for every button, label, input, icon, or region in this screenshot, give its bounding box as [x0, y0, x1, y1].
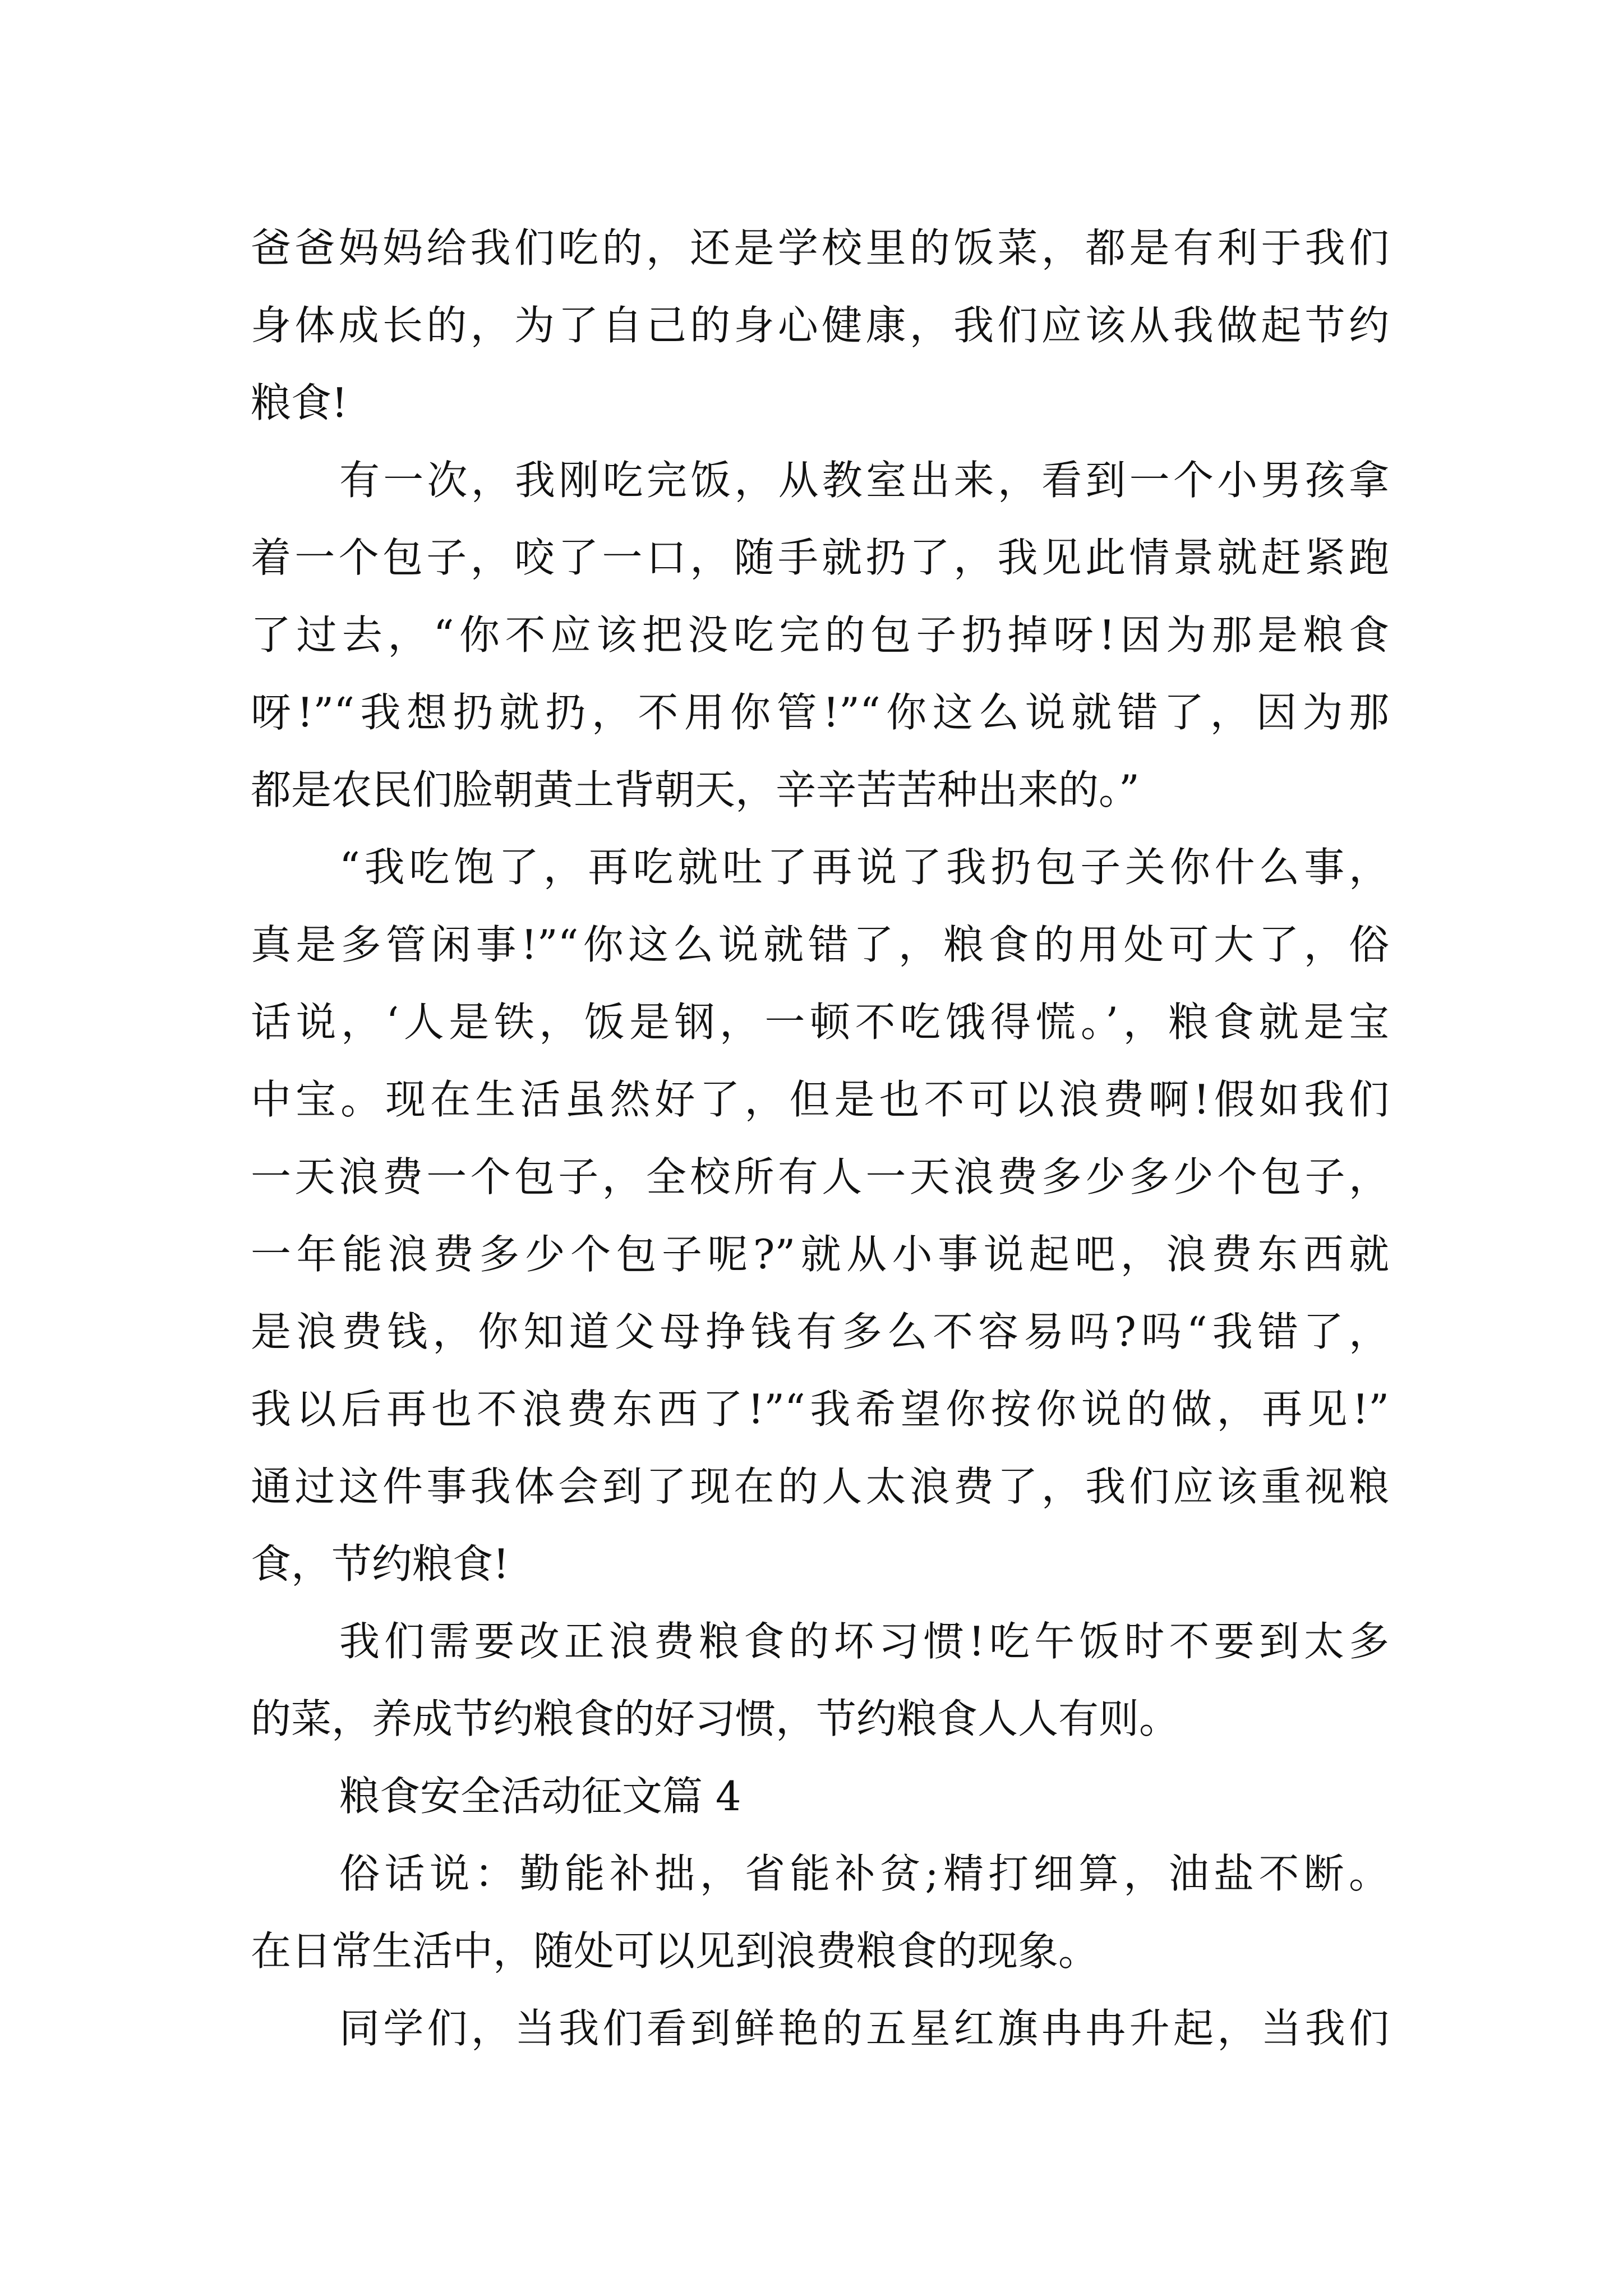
text-line: 爸爸妈妈给我们吃的，还是学校里的饭菜，都是有利于我们 [251, 224, 1389, 272]
text-line: 话说，‘人是铁，饭是钢，一顿不吃饿得慌。’，粮食就是宝 [251, 999, 1389, 1046]
text-line: 了过去，“你不应该把没吃完的包子扔掉呀!因为那是粮食 [251, 611, 1389, 659]
text-line: 是浪费钱，你知道父母挣钱有多么不容易吗?吗“我错了， [251, 1308, 1389, 1355]
paragraph-start-line: 俗话说：勤能补拙，省能补贫;精打细算，油盐不断。 [339, 1850, 1389, 1897]
text-line: 都是农民们脸朝黄土背朝天，辛辛苦苦种出来的。” [251, 766, 1140, 813]
text-line: 食，节约粮食! [251, 1540, 509, 1588]
paragraph-start-line: 我们需要改正浪费粮食的坏习惯!吃午饭时不要到太多 [339, 1618, 1389, 1665]
text-line: 真是多管闲事!”“你这么说就错了，粮食的用处可大了，俗 [251, 921, 1389, 968]
text-line: 身体成长的，为了自己的身心健康，我们应该从我做起节约 [251, 302, 1389, 349]
paragraph-start-line: 有一次，我刚吃完饭，从教室出来，看到一个小男孩拿 [339, 457, 1389, 504]
text-line: 一年能浪费多少个包子呢?”就从小事说起吧，浪费东西就 [251, 1231, 1389, 1278]
text-line: 通过这件事我体会到了现在的人太浪费了，我们应该重视粮 [251, 1463, 1389, 1510]
section-heading: 粮食安全活动征文篇 4 [339, 1773, 741, 1820]
text-line: 中宝。现在生活虽然好了，但是也不可以浪费啊!假如我们 [251, 1076, 1389, 1123]
paragraph-start-line: 同学们，当我们看到鲜艳的五星红旗冉冉升起，当我们 [339, 2005, 1389, 2052]
text-line: 的菜，养成节约粮食的好习惯，节约粮食人人有则。 [251, 1695, 1180, 1742]
text-line: 着一个包子，咬了一口，随手就扔了，我见此情景就赶紧跑 [251, 534, 1389, 581]
text-line: 呀!”“我想扔就扔，不用你管!”“你这么说就错了，因为那 [251, 689, 1389, 736]
text-line: 粮食! [251, 379, 348, 426]
text-line: 我以后再也不浪费东西了!”“我希望你按你说的做，再见!” [251, 1386, 1389, 1433]
body-text [251, 209, 1389, 2067]
text-line: 一天浪费一个包子，全校所有人一天浪费多少多少个包子， [251, 1153, 1389, 1200]
paragraph-start-line: “我吃饱了，再吃就吐了再说了我扔包子关你什么事， [339, 844, 1389, 891]
text-line: 在日常生活中，随处可以见到浪费粮食的现象。 [251, 1927, 1099, 1975]
